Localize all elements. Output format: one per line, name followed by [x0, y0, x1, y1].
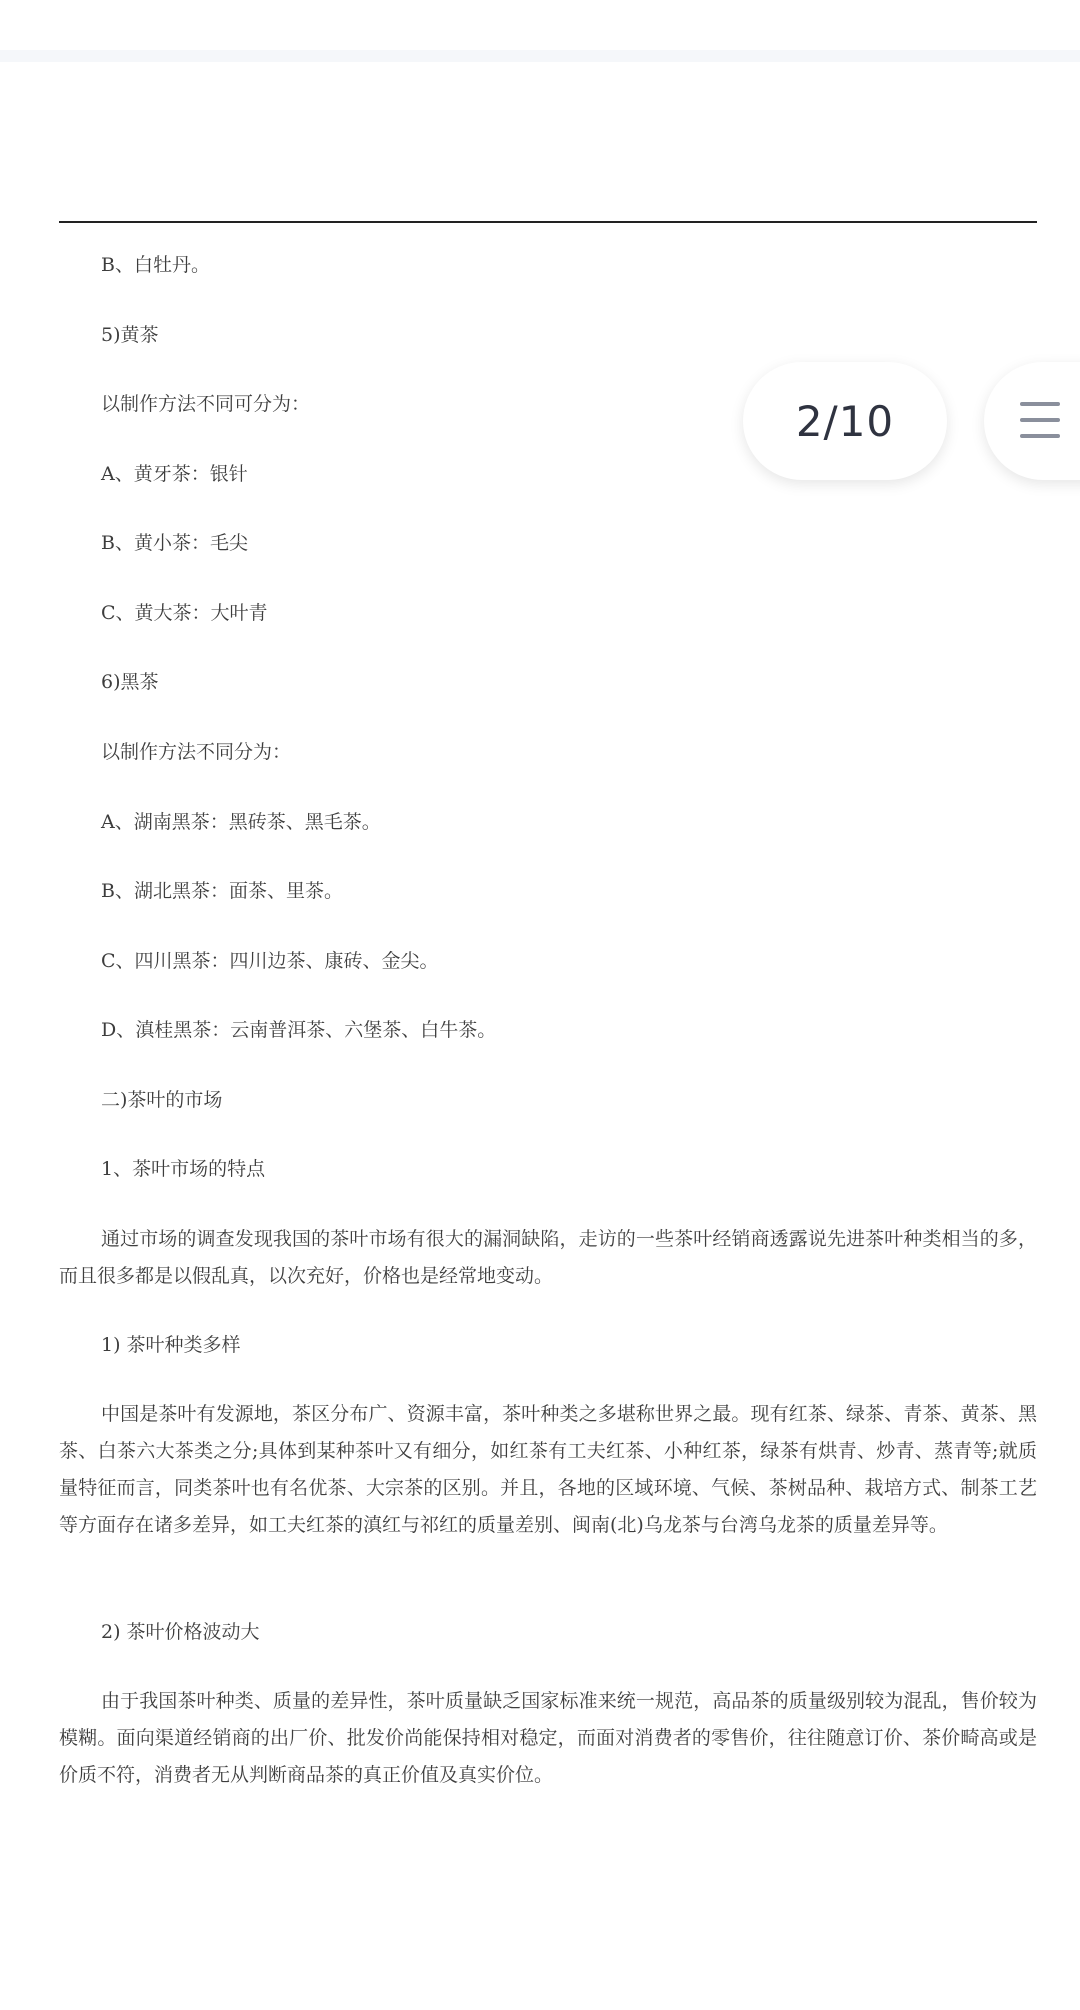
list-item: A、湖南黑茶：黑砖茶、黑毛茶。 [101, 811, 381, 833]
page-indicator[interactable] [743, 362, 947, 480]
list-intro: 以制作方法不同可分为： [101, 393, 311, 415]
list-item: C、黄大茶：大叶青 [101, 602, 268, 624]
subsection-heading-market-features: 1、茶叶市场的特点 [101, 1158, 266, 1180]
subsection-heading-price: 2) 茶叶价格波动大 [101, 1621, 260, 1643]
list-item: B、湖北黑茶：面茶、里茶。 [101, 880, 343, 902]
header-rule [59, 221, 1037, 223]
paragraph-market-survey: 通过市场的调查发现我国的茶叶市场有很大的漏洞缺陷，走访的一些茶叶经销商透露说先进茶叶种类相当的多，而且很多都是以假乱真，以次充好，价格也是经常地变动。 [59, 1228, 1037, 1287]
section-heading-dark-tea: 6)黑茶 [101, 671, 159, 693]
list-item: D、滇桂黑茶：云南普洱茶、六堡茶、白牛茶。 [101, 1019, 497, 1041]
paragraph-price-fluctuation: 由于我国茶叶种类、质量的差异性，茶叶质量缺乏国家标准来统一规范，高品茶的质量级别较为混乱，售价较为模糊。面向渠道经销商的出厂价、批发价尚能保持相对稳定，而面对消费者的零售价，往往随意订价、茶价畸高或是价质不符，消费者无从判断商品茶的真正价值及真实价位。 [59, 1690, 1037, 1786]
list-item: B、黄小茶：毛尖 [101, 532, 248, 554]
menu-button[interactable] [984, 362, 1080, 480]
list-item: A、黄牙茶：银针 [101, 463, 248, 485]
paragraph-tea-variety: 中国是茶叶有发源地，茶区分布广、资源丰富，茶叶种类之多堪称世界之最。现有红茶、绿茶、青茶、黄茶、黑茶、白茶六大茶类之分;具体到某种茶叶又有细分，如红茶有工夫红茶、小种红茶，绿茶有烘青、炒青、蒸青等;就质量特征而言，同类茶叶也有名优茶、大宗茶的区别。并且，各地的区域环境、气候、茶树品种、栽培方式、制茶工艺等方面存在诸多差异，如工夫红茶的滇红与祁红的质量差别、闽南(北)乌龙茶与台湾乌龙茶的质量差异等。 [59, 1403, 1037, 1536]
section-heading-yellow-tea: 5)黄茶 [101, 324, 159, 346]
list-intro: 以制作方法不同分为： [101, 741, 292, 763]
subsection-heading-variety: 1) 茶叶种类多样 [101, 1334, 241, 1356]
section-heading-tea-market: 二)茶叶的市场 [101, 1089, 223, 1111]
list-item: B、白牡丹。 [101, 254, 210, 276]
list-item: C、四川黑茶：四川边茶、康砖、金尖。 [101, 950, 439, 972]
page-indicator-label: 2/10 [795, 396, 895, 446]
top-band [0, 50, 1080, 62]
